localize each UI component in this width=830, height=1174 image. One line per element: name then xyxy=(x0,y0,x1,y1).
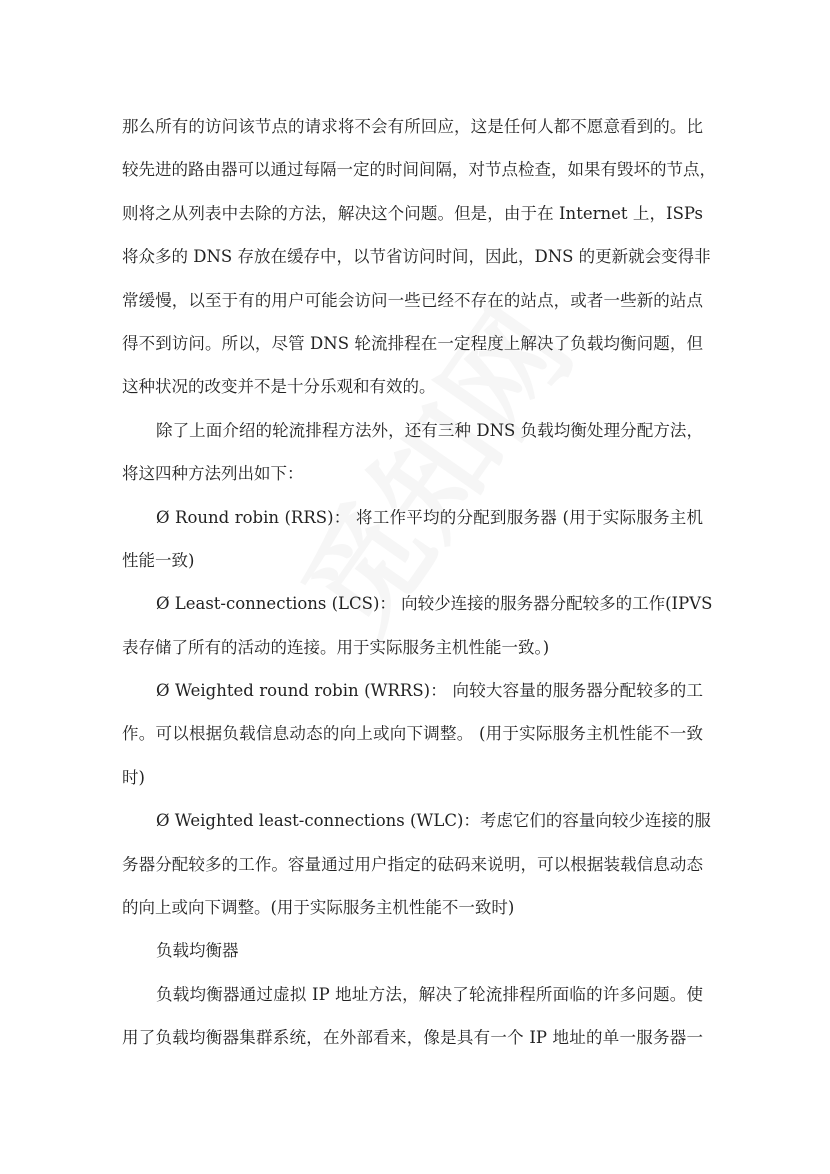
text-line: 除了上面介绍的轮流排程方法外，还有三种 DNS 负载均衡处理分配方法， xyxy=(156,420,703,440)
text-line: 负载均衡器通过虚拟 IP 地址方法，解决了轮流排程所面临的许多问题。使 xyxy=(156,984,703,1004)
paragraph xyxy=(122,582,713,669)
paragraph xyxy=(122,929,703,972)
text-line: Ø Least-connections (LCS)： 向较少连接的服务器分配较多的工作(IPVS xyxy=(156,594,713,614)
text-line: 负载均衡器 xyxy=(156,941,239,961)
text-line: 务器分配较多的工作。容量通过用户指定的砝码来说明，可以根据装载信息动态 xyxy=(122,854,703,874)
text-line: Ø Weighted round robin (WRRS)： 向较大容量的服务器分配较多的工 xyxy=(156,681,703,701)
paragraph xyxy=(122,409,703,496)
text-line: Ø Round robin (RRS)： 将工作平均的分配到服务器 (用于实际服务主机 xyxy=(156,507,703,527)
text-line: 时) xyxy=(122,767,145,787)
text-line: 性能一致) xyxy=(122,550,195,570)
text-line: 常缓慢，以至于有的用户可能会访问一些已经不存在的站点，或者一些新的站点 xyxy=(122,290,703,310)
document-page xyxy=(122,105,716,1060)
text-line: 表存储了所有的活动的连接。用于实际服务主机性能一致。) xyxy=(122,637,550,657)
text-line: 将这四种方法列出如下： xyxy=(122,464,304,484)
text-line: 较先进的路由器可以通过每隔一定的时间间隔，对节点检查，如果有毁坏的节点， xyxy=(122,160,716,180)
text-line: 得不到访问。所以，尽管 DNS 轮流排程在一定程度上解决了负载均衡问题，但 xyxy=(122,333,703,353)
text-line: Ø Weighted least-connections (WLC)：考虑它们的容量向较少连接的服 xyxy=(156,811,711,831)
text-line: 用了负载均衡器集群系统，在外部看来，像是具有一个 IP 地址的单一服务器一 xyxy=(122,1028,703,1048)
paragraph xyxy=(122,496,703,583)
paragraph xyxy=(122,799,711,929)
text-line: 作。可以根据负载信息动态的向上或向下调整。 (用于实际服务主机性能不一致 xyxy=(122,724,703,744)
paragraph xyxy=(122,105,716,409)
text-line: 将众多的 DNS 存放在缓存中，以节省访问时间，因此，DNS 的更新就会变得非 xyxy=(122,247,711,267)
paragraph xyxy=(122,973,703,1060)
paragraph xyxy=(122,669,703,799)
text-line: 则将之从列表中去除的方法，解决这个问题。但是，由于在 Internet 上，ISPs xyxy=(122,203,703,223)
text-line: 的向上或向下调整。(用于实际服务主机性能不一致时) xyxy=(122,898,515,918)
text-line: 那么所有的访问该节点的请求将不会有所回应，这是任何人都不愿意看到的。比 xyxy=(122,117,703,136)
text-line: 这种状况的改变并不是十分乐观和有效的。 xyxy=(122,377,436,397)
